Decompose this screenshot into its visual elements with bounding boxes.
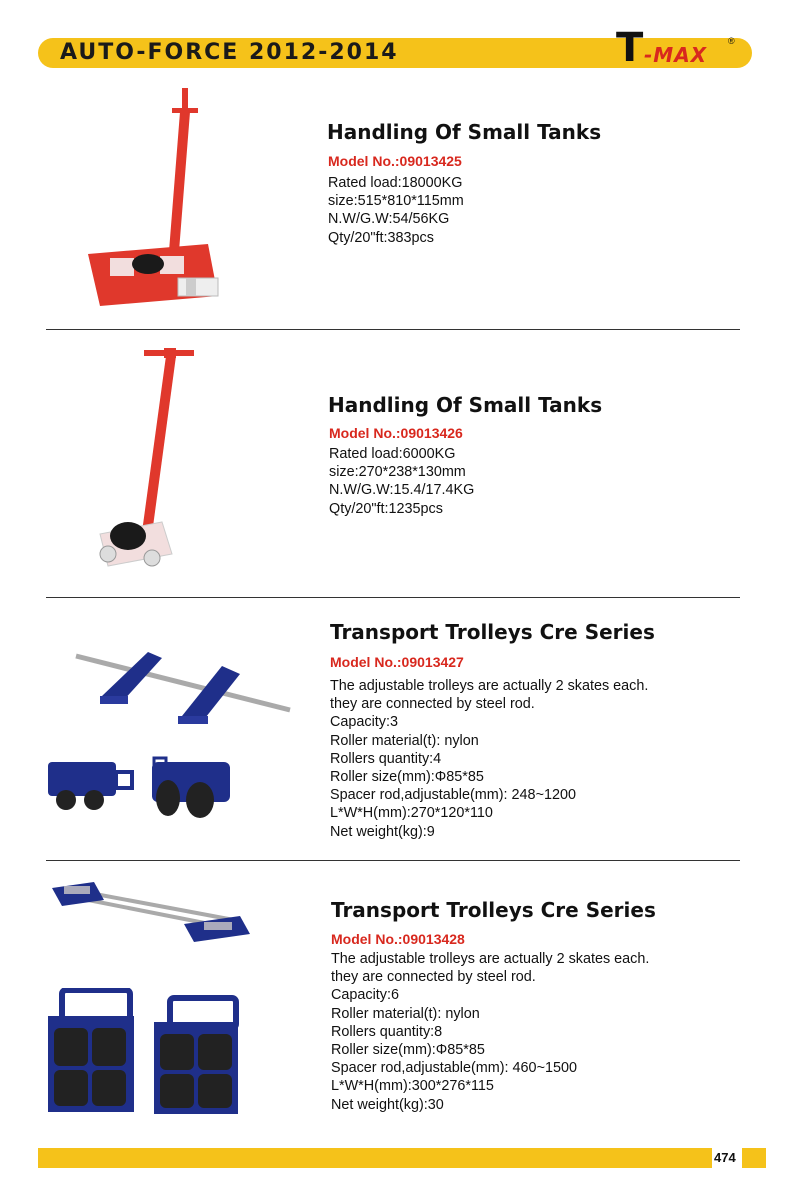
- spec-line: The adjustable trolleys are actually 2 skates each.: [331, 951, 650, 967]
- logo-registered: ®: [728, 36, 735, 46]
- product-image-trolley-with-rod: [72, 640, 294, 733]
- product-specs: [331, 950, 649, 1114]
- page-number: 474: [714, 1150, 736, 1165]
- spec-line: Qty/20"ft:383pcs: [328, 229, 434, 246]
- spec-line: Rated load:6000KG: [329, 446, 456, 462]
- spec-line: Roller size(mm):Φ85*85: [331, 1042, 485, 1059]
- product-image-red-tank-mover-small: [92, 344, 202, 579]
- spec-line: L*W*H(mm):300*276*115: [331, 1078, 494, 1095]
- spec-line: Net weight(kg):30: [331, 1096, 444, 1113]
- model-number: Model No.:09013425: [328, 153, 462, 169]
- footer-bar: [38, 1148, 766, 1168]
- spec-line: Roller size(mm):Φ85*85: [330, 769, 484, 786]
- product-image-trolley-skates: [44, 752, 244, 829]
- product-specs: [329, 445, 474, 518]
- product-title: Transport Trolleys Cre Series: [331, 898, 656, 922]
- product-specs: [328, 174, 464, 247]
- product-image-trolley-pair-with-rods: [44, 876, 254, 951]
- spec-line: Roller material(t): nylon: [331, 1005, 480, 1022]
- model-number: Model No.:09013426: [329, 425, 463, 441]
- spec-line: Spacer rod,adjustable(mm): 460~1500: [331, 1060, 577, 1077]
- spec-line: Roller material(t): nylon: [330, 732, 479, 749]
- spec-line: Spacer rod,adjustable(mm): 248~1200: [330, 787, 576, 804]
- section-divider: [46, 597, 740, 598]
- tmax-logo: [610, 25, 740, 71]
- spec-line: Qty/20"ft:1235pcs: [329, 500, 443, 517]
- product-specs: [330, 677, 648, 841]
- product-image-red-tank-mover-large: [78, 84, 228, 319]
- logo-t: T: [616, 25, 644, 71]
- product-title: Handling Of Small Tanks: [328, 393, 603, 417]
- spec-line: Rollers quantity:8: [331, 1023, 443, 1040]
- product-image-heavy-skates: [44, 988, 248, 1121]
- spec-line: they are connected by steel rod.: [330, 696, 535, 713]
- catalog-title: AUTO-FORCE 2012-2014: [60, 40, 399, 65]
- section-divider: [46, 329, 740, 330]
- spec-line: Capacity:6: [331, 987, 399, 1004]
- spec-line: Rated load:18000KG: [328, 175, 463, 191]
- spec-line: L*W*H(mm):270*120*110: [330, 805, 493, 822]
- spec-line: N.W/G.W:54/56KG: [328, 211, 450, 228]
- product-title: Handling Of Small Tanks: [327, 120, 602, 144]
- spec-line: Capacity:3: [330, 714, 398, 731]
- product-title: Transport Trolleys Cre Series: [330, 620, 655, 644]
- logo-max: -MAX: [644, 43, 708, 67]
- spec-line: size:270*238*130mm: [329, 464, 466, 481]
- spec-line: size:515*810*115mm: [328, 193, 464, 210]
- spec-line: The adjustable trolleys are actually 2 skates each.: [330, 678, 649, 694]
- spec-line: Rollers quantity:4: [330, 750, 442, 767]
- model-number: Model No.:09013427: [330, 654, 464, 670]
- model-number: Model No.:09013428: [331, 931, 465, 947]
- section-divider: [46, 860, 740, 861]
- next-page-arrow-icon: [748, 1150, 760, 1166]
- spec-line: Net weight(kg):9: [330, 823, 435, 840]
- spec-line: N.W/G.W:15.4/17.4KG: [329, 482, 475, 499]
- spec-line: they are connected by steel rod.: [331, 969, 536, 986]
